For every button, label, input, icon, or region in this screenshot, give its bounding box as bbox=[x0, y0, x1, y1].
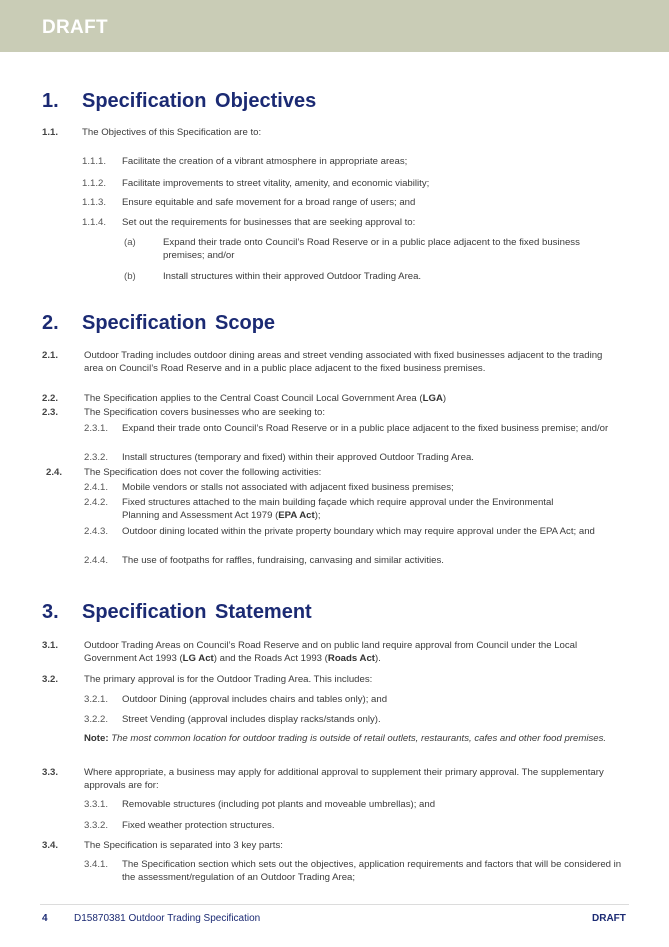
subclause-number: 3.2.2. bbox=[84, 714, 109, 725]
section-3-heading bbox=[42, 601, 312, 624]
clause-number: 2.3. bbox=[42, 407, 59, 418]
clause-text: The primary approval is for the Outdoor Trading Area. This includes: bbox=[84, 674, 373, 685]
page-number: 4 bbox=[42, 913, 48, 924]
list-text: Expand their trade onto Council’s Road Reserve or in a public place adjacent to the fixed business premises; and/or bbox=[163, 237, 580, 262]
footer-draft-label: DRAFT bbox=[592, 913, 626, 924]
subclause-text: Mobile vendors or stalls not associated with adjacent fixed business premises; bbox=[122, 482, 454, 493]
subclause-text: Facilitate improvements to street vitality, amenity, and economic viability; bbox=[122, 178, 430, 189]
list-letter: (b) bbox=[124, 271, 136, 282]
clause-number: 3.4. bbox=[42, 840, 59, 851]
subclause-text: Street Vending (approval includes display racks/stands only). bbox=[122, 714, 381, 725]
subclause-number: 1.1.4. bbox=[82, 217, 107, 228]
subclause-text: The use of footpaths for raffles, fundraising, canvasing and similar activities. bbox=[122, 555, 444, 566]
section-number: 2. bbox=[42, 312, 59, 334]
subclause-number: 2.3.2. bbox=[84, 452, 109, 463]
section-title: Specification Scope bbox=[82, 312, 276, 334]
subclause-text: Removable structures (including pot plants and moveable umbrellas); and bbox=[122, 799, 436, 810]
subclause-number: 3.3.2. bbox=[84, 820, 109, 831]
clause-text: Outdoor Trading includes outdoor dining areas and street vending associated with fixed businesses adjacent to the trading area on Council’s Road Reserve and in a public place adjacent to the fixed business premises. bbox=[84, 350, 603, 375]
note-label: Note: bbox=[84, 733, 109, 744]
clause-number: 2.1. bbox=[42, 350, 59, 361]
subclause-number: 2.4.4. bbox=[84, 555, 109, 566]
subclause-text: Fixed weather protection structures. bbox=[122, 820, 275, 831]
subclause-number: 3.4.1. bbox=[84, 859, 109, 870]
subclause-text: The Specification section which sets out the objectives, application requirements and factors that will be considered in the assessment/regulation of an Outdoor Trading Area; bbox=[122, 859, 622, 884]
section-2-heading bbox=[42, 312, 275, 335]
clause-number: 1.1. bbox=[42, 127, 59, 138]
section-title: Specification Statement bbox=[82, 601, 312, 623]
clause-number: 3.1. bbox=[42, 640, 59, 651]
clause-text: Outdoor Trading Areas on Council’s Road Reserve and on public land require approval from Council under the Local Government Act 1993 (LG Act) and the Roads Act 1993 (Roads Act). bbox=[84, 640, 578, 665]
subclause-number: 3.3.1. bbox=[84, 799, 109, 810]
subclause-number: 2.4.2. bbox=[84, 497, 109, 508]
subclause-text: Facilitate the creation of a vibrant atmosphere in appropriate areas; bbox=[122, 156, 408, 167]
banner-text: DRAFT bbox=[42, 17, 108, 38]
subclause-text: Expand their trade onto Council’s Road Reserve or in a public place adjacent to the fixed business premise; and/or bbox=[122, 423, 609, 434]
draft-banner bbox=[0, 0, 669, 52]
list-letter: (a) bbox=[124, 237, 136, 248]
subclause-text: Set out the requirements for businesses that are seeking approval to: bbox=[122, 217, 416, 228]
subclause-text: Install structures (temporary and fixed) within their approved Outdoor Trading Area. bbox=[122, 452, 474, 463]
subclause-text: Outdoor dining located within the private property boundary which may require approval under the EPA Act; and bbox=[122, 526, 595, 537]
footer-divider bbox=[40, 904, 629, 905]
clause-text: The Specification is separated into 3 key parts: bbox=[84, 840, 283, 851]
note bbox=[84, 732, 609, 745]
subclause-number: 3.2.1. bbox=[84, 694, 109, 705]
subclause-text: Fixed structures attached to the main building façade which require approval under the Environmental Planning and Assessment Act 1979 (EPA Act); bbox=[122, 497, 554, 522]
section-1-heading bbox=[42, 90, 316, 113]
document-reference: D15870381 Outdoor Trading Specification bbox=[74, 913, 261, 924]
subclause-number: 2.4.3. bbox=[84, 526, 109, 537]
subclause-number: 2.4.1. bbox=[84, 482, 109, 493]
clause-number: 2.2. bbox=[42, 393, 59, 404]
clause-number: 2.4. bbox=[46, 467, 63, 478]
subclause-text: Ensure equitable and safe movement for a broad range of users; and bbox=[122, 197, 416, 208]
section-title: Specification Objectives bbox=[82, 90, 317, 112]
subclause-number: 1.1.1. bbox=[82, 156, 107, 167]
clause-text: The Specification covers businesses who are seeking to: bbox=[84, 407, 326, 418]
section-number: 3. bbox=[42, 601, 59, 623]
clause-text: The Objectives of this Specification are to: bbox=[82, 127, 262, 138]
note-text: The most common location for outdoor trading is outside of retail outlets, restaurants, cafes and other food premises. bbox=[111, 733, 607, 744]
clause-number: 3.2. bbox=[42, 674, 59, 685]
clause-text: Where appropriate, a business may apply for additional approval to supplement their primary approval. The supplementary approvals are for: bbox=[84, 767, 604, 792]
section-number: 1. bbox=[42, 90, 59, 112]
clause-text: The Specification does not cover the following activities: bbox=[84, 467, 322, 478]
list-text: Install structures within their approved Outdoor Trading Area. bbox=[163, 271, 422, 282]
subclause-text: Outdoor Dining (approval includes chairs and tables only); and bbox=[122, 694, 388, 705]
clause-text: The Specification applies to the Central Coast Council Local Government Area (LGA) bbox=[84, 393, 447, 404]
clause-number: 3.3. bbox=[42, 767, 59, 778]
subclause-number: 1.1.3. bbox=[82, 197, 107, 208]
subclause-number: 2.3.1. bbox=[84, 423, 109, 434]
subclause-number: 1.1.2. bbox=[82, 178, 107, 189]
